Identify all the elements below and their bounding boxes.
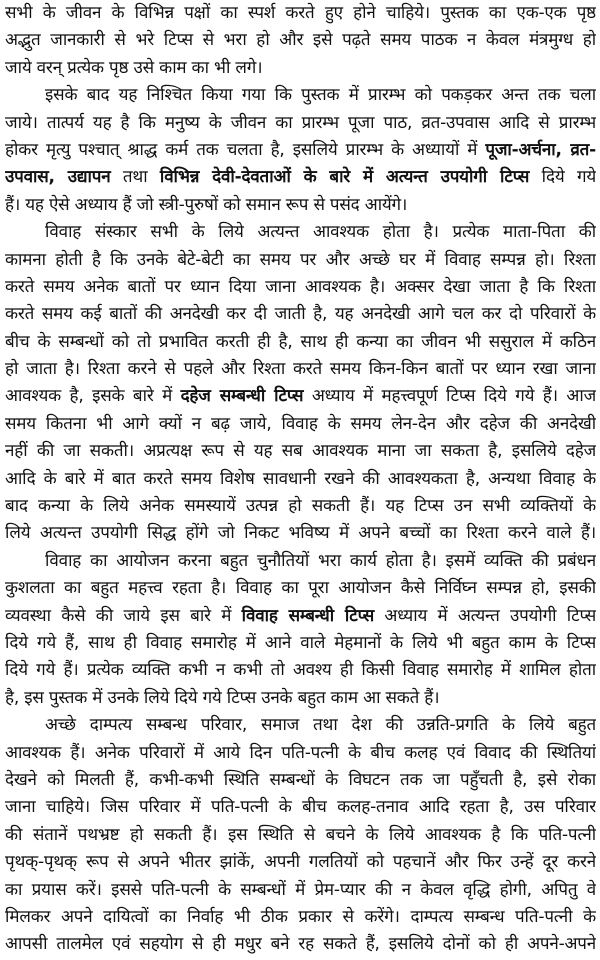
- text-segment: आपसी तालमेल एवं सहयोग से ही मधुर बने रह सकते हैं, इसलिये दोनों को ही अपने-अपने: [5, 934, 596, 955]
- text-segment: दिये गये हैं, साथ ही विवाह समारोह में आने वाले मेहमानों के लिये भी बहुत काम के टिप्स: [5, 632, 596, 653]
- text-segment: बाद कन्या के लिये अनेक समस्यायें उत्पन्न हो सकती हैं। यह टिप्स उन सभी व्यक्तियों के: [5, 496, 596, 517]
- text-segment: कामना होती है कि उनके बेटे-बेटी का समय पर और अच्छे घर में विवाह सम्पन्न हो। रिश्ता: [5, 249, 596, 270]
- text-segment: करते समय अनेक बातों पर ध्यान दिया जाना आवश्यक है। अक्सर देखा जाता है कि रिश्ता: [5, 276, 596, 297]
- text-line: [5, 27, 596, 54]
- text-segment: अद्भुत जानकारी से भरे टिप्स से भरा हो और इसे पढ़ते समय पाठक न केवल मंत्रमुग्ध हो: [5, 30, 596, 51]
- text-line: [5, 794, 596, 821]
- text-segment: नहीं की जा सकती। अप्रत्यक्ष रूप से यह सब आवश्यक माना जा सकता है, इसलिये दहेज: [5, 441, 596, 462]
- text-line: [5, 329, 596, 356]
- bold-chapter-reference: विभिन्न देवी-देवताओं के बारे में अत्यन्त उपयोगी टिप्स: [159, 167, 530, 188]
- text-line: [5, 438, 596, 465]
- text-segment: इसके बाद यह निश्चित किया गया कि पुस्तक में प्रारम्भ को पकड़कर अन्त तक चला: [45, 85, 596, 106]
- text-segment: होकर मृत्यु पश्चात् श्राद्ध कर्म तक चलता है, इसलिये प्रारम्भ के अध्यायों में: [5, 139, 486, 160]
- text-line: [5, 575, 596, 602]
- text-segment: लिये अत्यन्त उपयोगी सिद्ध होंगे जो निकट भविष्य में अपने बच्चों का रिश्ता करने वाले हैं।: [5, 523, 596, 544]
- text-line: [5, 164, 596, 191]
- text-segment: तथा: [110, 167, 160, 188]
- text-segment: विवाह का आयोजन करना बहुत चुनौतियों भरा कार्य होता है। इसमें व्यक्ति की प्रबंधन: [45, 550, 596, 571]
- text-line: [5, 55, 596, 82]
- document-page: [5, 0, 596, 959]
- text-segment: दिये गये हैं। प्रत्येक व्यक्ति कभी न कभी तो अवश्य ही किसी विवाह समारोह में शामिल होता: [5, 660, 596, 681]
- text-segment: देखने को मिलती हैं, कभी-कभी स्थिति सम्बन्धों के विघटन तक जा पहुँचती है, इसे रोका: [5, 769, 596, 790]
- paragraph-first-line: [5, 219, 596, 246]
- text-segment: करते समय कई बातों की अनदेखी कर दी जाती है, यह अनदेखी आगे चल कर दो परिवारों के: [5, 304, 596, 325]
- text-segment: जाये वरन् प्रत्येक पृष्ठ उसे काम का भी लगे।: [5, 57, 263, 78]
- text-segment: दिये गये: [529, 167, 596, 188]
- paragraph-first-line: [5, 82, 596, 109]
- paragraph-first-line: [5, 712, 596, 739]
- text-segment: आवश्यक है, इसके बारे में: [5, 386, 181, 407]
- text-segment: अध्याय में महत्त्वपूर्ण टिप्स दिये गये हैं। आज: [303, 386, 596, 407]
- text-line: [5, 301, 596, 328]
- text-segment: व्यवस्था कैसे की जाये इस बारे में: [5, 605, 242, 626]
- text-line: [5, 137, 596, 164]
- text-line: [5, 520, 596, 547]
- text-line: [5, 630, 596, 657]
- text-line: [5, 466, 596, 493]
- text-segment: मिलकर अपने दायित्वों का निर्वाह भी ठीक प्रकार से करेंगे। दाम्पत्य सम्बन्ध पति-पत्नी के: [5, 906, 596, 927]
- text-line: [5, 493, 596, 520]
- text-line: [5, 274, 596, 301]
- text-line: [5, 356, 596, 383]
- text-segment: जाना चाहिये। जिस परिवार में पति-पत्नी के बीच कलह-तनाव आदि रहता है, उस परिवार: [5, 797, 596, 818]
- text-segment: अध्याय में अत्यन्त उपयोगी टिप्स: [374, 605, 596, 626]
- text-segment: पृथक्-पृथक् रूप से अपने भीतर झांकें, अपनी गलतियों को पहचानें और फिर उन्हें दूर करने: [5, 852, 596, 873]
- text-line: [5, 822, 596, 849]
- text-line: [5, 740, 596, 767]
- text-segment: कुशलता का बहुत महत्त्व रहता है। विवाह का पूरा आयोजन कैसे निर्विघ्न सम्पन्न हो, इसकी: [5, 578, 596, 599]
- text-line: [5, 849, 596, 876]
- text-line: [5, 657, 596, 684]
- text-segment: सभी के जीवन के विभिन्न पक्षों का स्पर्श करते हुए होने चाहिये। पुस्तक का एक-एक पृष्ठ: [5, 3, 596, 23]
- text-segment: विवाह संस्कार सभी के लिये अत्यन्त आवश्यक होता है। प्रत्येक माता-पिता की: [45, 222, 596, 243]
- paragraph-first-line: [5, 548, 596, 575]
- text-line: [5, 877, 596, 904]
- text-line: [5, 411, 596, 438]
- text-line: [5, 0, 596, 27]
- text-line: [5, 247, 596, 274]
- text-line: [5, 685, 596, 712]
- text-segment: हो जाता है। रिश्ता करने से पहले और रिश्ता करते समय किन-किन बातों पर ध्यान रखा जाना: [5, 359, 596, 380]
- text-line: [5, 383, 596, 410]
- text-segment: बीच के सम्बन्धों को तो प्रभावित करती ही है, साथ ही कन्या का जीवन भी ससुराल में कठिन: [5, 331, 596, 352]
- text-segment: जाये। तात्पर्य यह है कि मनुष्य के जीवन का प्रारम्भ पूजा पाठ, व्रत-उपवास आदि से प्रारम्भ: [5, 112, 596, 133]
- bold-chapter-reference: दहेज सम्बन्धी टिप्स: [180, 386, 304, 407]
- text-segment: समय कितना भी आगे क्यों न बढ़ जाये, विवाह के समय लेन-देन और दहेज की अनदेखी: [5, 413, 596, 434]
- bold-chapter-reference: पूजा-अर्चना, व्रत-: [485, 139, 596, 160]
- text-line: [5, 110, 596, 137]
- bold-chapter-reference: उपवास, उद्यापन: [5, 167, 111, 188]
- text-line: [5, 603, 596, 630]
- text-segment: हैं। यह ऐसे अध्याय हैं जो स्त्री-पुरुषों को समान रूप से पसंद आयेंगे।: [5, 194, 408, 215]
- text-segment: है, इस पुस्तक में उनके लिये दिये गये टिप्स उनके बहुत काम आ सकते हैं।: [5, 687, 440, 708]
- text-line: [5, 767, 596, 794]
- text-segment: अच्छे दाम्पत्य सम्बन्ध परिवार, समाज तथा देश की उन्नति-प्रगति के लिये बहुत: [45, 715, 596, 736]
- text-line: [5, 931, 596, 958]
- text-segment: का प्रयास करें। इससे पति-पत्नी के सम्बन्धों में प्रेम-प्यार की न केवल वृद्धि होगी, अपितु वे: [5, 879, 596, 900]
- bold-chapter-reference: विवाह सम्बन्धी टिप्स: [241, 605, 375, 626]
- text-line: [5, 904, 596, 931]
- text-segment: आदि के बारे में बात करते समय विशेष सावधानी रखने की आवश्यकता है, अन्यथा विवाह के: [5, 468, 596, 489]
- text-segment: आवश्यक हैं। अनेक परिवारों में आये दिन पति-पत्नी के बीच कलह एवं विवाद की स्थितियां: [5, 742, 596, 763]
- text-line: [5, 192, 596, 219]
- text-segment: की संतानें पथभ्रष्ट हो सकती हैं। इस स्थिति से बचने के लिये आवश्यक है कि पति-पत्नी: [5, 824, 596, 845]
